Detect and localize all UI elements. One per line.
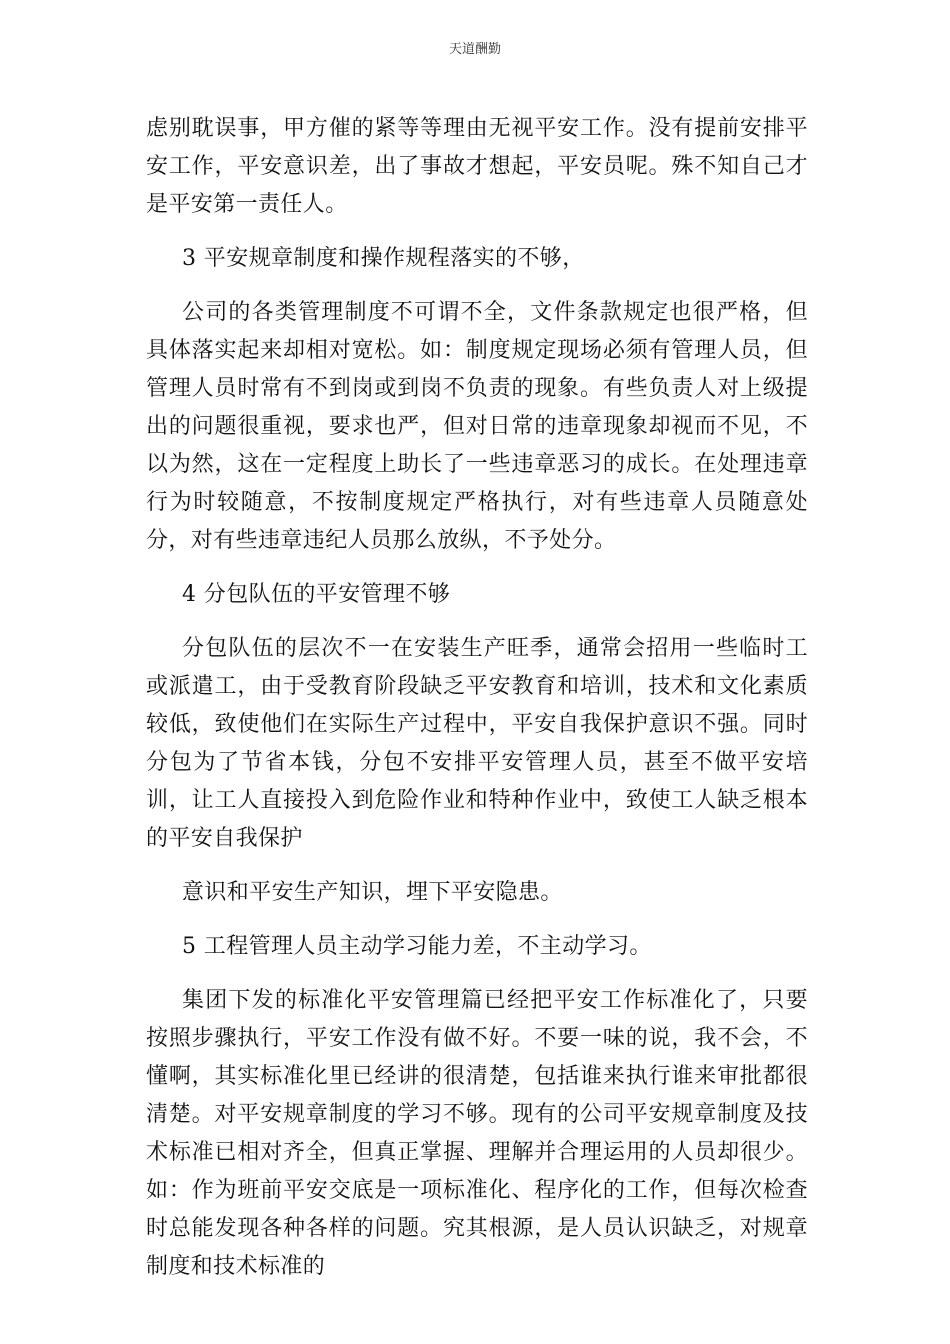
section-heading-5: 5 工程管理人员主动学习能力差，不主动学习。 xyxy=(182,934,652,959)
section-heading-3: 3 平安规章制度和操作规程落实的不够， xyxy=(182,246,585,271)
paragraph-2: 公司的各类管理制度不可谓不全，文件条款规定也很严格，但具体落实起来却相对宽松。如：制度规定现场必须有管理人员，但管理人员时常有不到岗或到岗不负责的现象。有些负责人对上级提出的问题很重视，要求也严，但对日常的违章现象却视而不见，不以为然，这在一定程度上助长了一些违章恶习的成长。在处理违章行为时较随意，不按制度规定严格执行，对有些违章人员随意处分，对有些违章违纪人员那么放纵，不予处分。 xyxy=(146,300,808,553)
paragraph-4: 集团下发的标准化平安管理篇已经把平安工作标准化了，只要按照步骤执行，平安工作没有做不好。不要一味的说，我不会，不懂啊，其实标准化里已经讲的很清楚，包括谁来执行谁来审批都很清楚。对平安规章制度的学习不够。现有的公司平安规章制度及技术标准已相对齐全，但真正掌握、理解并合理运用的人员却很少。如：作为班前平安交底是一项标准化、程序化的工作，但每次检查时总能发现各种各样的问题。究其根源，是人员认识缺乏，对规章制度和技术标准的 xyxy=(146,988,808,1279)
document-body xyxy=(146,110,808,1286)
section-heading-4: 4 分包队伍的平安管理不够 xyxy=(182,582,451,607)
paragraph-1: 虑别耽误事，甲方催的紧等等理由无视平安工作。没有提前安排平安工作，平安意识差，出了事故才想起，平安员呢。殊不知自己才是平安第一责任人。 xyxy=(146,116,808,217)
paragraph-3-continuation: 意识和平安生产知识，埋下平安隐患。 xyxy=(182,880,563,905)
page-header: 天道酬勤 xyxy=(448,42,501,57)
paragraph-3: 分包队伍的层次不一在安装生产旺季，通常会招用一些临时工或派遣工，由于受教育阶段缺乏平安教育和培训，技术和文化素质较低，致使他们在实际生产过程中，平安自我保护意识不强。同时分包为了节省本钱，分包不安排平安管理人员，甚至不做平安培训，让工人直接投入到危险作业和特种作业中，致使工人缺乏根本的平安自我保护 xyxy=(146,636,808,851)
